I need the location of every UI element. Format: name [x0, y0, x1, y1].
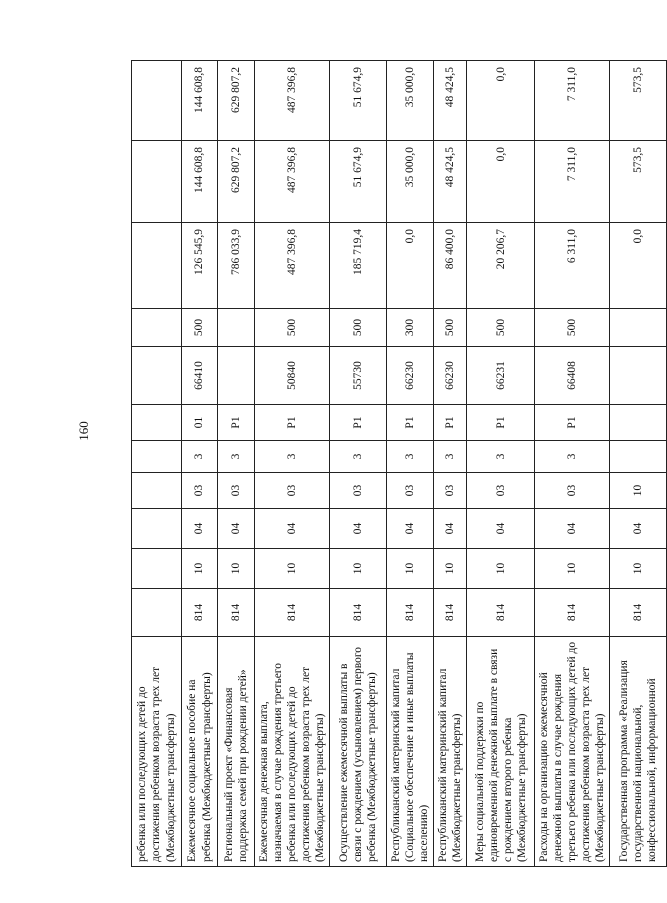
program-code-cell: 10 [610, 473, 667, 509]
row-name-cell: Республиканский материнский капитал (Межбюджетные трансферты) [434, 637, 467, 867]
program-code-cell [132, 473, 182, 509]
subsection-code-cell: 04 [218, 509, 255, 549]
subprogram-code-cell: 3 [434, 441, 467, 473]
subprogram-code-cell: 3 [387, 441, 434, 473]
row-name-cell: Региональный проект «Финансовая поддержка семей при рождении детей» [218, 637, 255, 867]
row-name-cell: ребенка или последующих детей до достижения ребенком возраста трех лет (Межбюджетные трансферты) [132, 637, 182, 867]
table-row [535, 61, 610, 867]
program-code-cell: 03 [535, 473, 610, 509]
amount-cell-3: 51 674,9 [330, 61, 387, 141]
table-row [132, 61, 182, 867]
expense-type-cell: 500 [434, 309, 467, 347]
subsection-code-cell: 04 [467, 509, 535, 549]
amount-cell-3: 0,0 [467, 61, 535, 141]
amount-cell-1: 0,0 [610, 223, 667, 309]
expense-type-cell [610, 309, 667, 347]
expense-type-cell: 500 [182, 309, 218, 347]
direction-code-cell: P1 [218, 405, 255, 441]
amount-cell-1: 6 311,0 [535, 223, 610, 309]
expense-code-cell: 50840 [255, 347, 330, 405]
amount-cell-3: 487 396,8 [255, 61, 330, 141]
row-name-cell: Ежемесячное социальное пособие на ребенка (Межбюджетные трансферты) [182, 637, 218, 867]
expense-code-cell: 66408 [535, 347, 610, 405]
amount-cell-2 [132, 141, 182, 223]
expense-type-cell [132, 309, 182, 347]
amount-cell-3: 48 424,5 [434, 61, 467, 141]
program-code-cell: 03 [255, 473, 330, 509]
section-code-cell: 10 [182, 549, 218, 589]
subsection-code-cell: 04 [434, 509, 467, 549]
direction-code-cell: P1 [434, 405, 467, 441]
subsection-code-cell [132, 509, 182, 549]
amount-cell-3: 7 311,0 [535, 61, 610, 141]
amount-cell-1: 0,0 [387, 223, 434, 309]
subsection-code-cell: 04 [610, 509, 667, 549]
subprogram-code-cell: 3 [255, 441, 330, 473]
direction-code-cell: 01 [182, 405, 218, 441]
subsection-code-cell: 04 [255, 509, 330, 549]
ministry-code-cell [132, 589, 182, 637]
table-row [387, 61, 434, 867]
section-code-cell: 10 [610, 549, 667, 589]
subprogram-code-cell [610, 441, 667, 473]
amount-cell-2: 48 424,5 [434, 141, 467, 223]
amount-cell-1: 786 033,9 [218, 223, 255, 309]
row-name-cell: Расходы на организацию ежемесячной денежной выплаты в случае рождения третьего ребенка или последующих детей до достижения ребенком возраста трех лет (Межбюджетные трансферты) [535, 637, 610, 867]
table-row [610, 61, 667, 867]
amount-cell-3: 144 608,8 [182, 61, 218, 141]
direction-code-cell: P1 [535, 405, 610, 441]
direction-code-cell: P1 [330, 405, 387, 441]
page-number: 160 [76, 421, 91, 441]
subsection-code-cell: 04 [387, 509, 434, 549]
expense-code-cell: 55730 [330, 347, 387, 405]
ministry-code-cell: 814 [182, 589, 218, 637]
expense-type-cell [218, 309, 255, 347]
section-code-cell: 10 [535, 549, 610, 589]
section-code-cell: 10 [434, 549, 467, 589]
amount-cell-1: 20 206,7 [467, 223, 535, 309]
ministry-code-cell: 814 [535, 589, 610, 637]
row-name-cell: Ежемесячная денежная выплата, назначаемая в случае рождения третьего ребенка или последующих детей до достижения ребенком возраста трех лет (Межбюджетные трансферты) [255, 637, 330, 867]
direction-code-cell: P1 [387, 405, 434, 441]
amount-cell-2: 7 311,0 [535, 141, 610, 223]
program-code-cell: 03 [467, 473, 535, 509]
amount-cell-2: 573,5 [610, 141, 667, 223]
row-name-cell: Меры социальной поддержки по единовременной денежной выплате в связи с рождением второго ребенка (Межбюджетные трансферты) [467, 637, 535, 867]
row-name-cell: Государственная программа «Реализация государственной национальной, конфессиональной, информационной [610, 637, 667, 867]
table-row [330, 61, 387, 867]
direction-code-cell: P1 [255, 405, 330, 441]
amount-cell-3: 35 000,0 [387, 61, 434, 141]
section-code-cell: 10 [330, 549, 387, 589]
amount-cell-3: 629 807,2 [218, 61, 255, 141]
amount-cell-2: 0,0 [467, 141, 535, 223]
subsection-code-cell: 04 [330, 509, 387, 549]
expense-type-cell: 500 [330, 309, 387, 347]
expense-code-cell: 66231 [467, 347, 535, 405]
amount-cell-1: 185 719,4 [330, 223, 387, 309]
table-row [255, 61, 330, 867]
table-row [434, 61, 467, 867]
section-code-cell: 10 [387, 549, 434, 589]
amount-cell-2: 144 608,8 [182, 141, 218, 223]
program-code-cell: 03 [330, 473, 387, 509]
expense-code-cell: 66230 [387, 347, 434, 405]
ministry-code-cell: 814 [255, 589, 330, 637]
expense-type-cell: 300 [387, 309, 434, 347]
amount-cell-3: 573,5 [610, 61, 667, 141]
ministry-code-cell: 814 [218, 589, 255, 637]
program-code-cell: 03 [182, 473, 218, 509]
expense-type-cell: 500 [255, 309, 330, 347]
table-row [467, 61, 535, 867]
section-code-cell: 10 [255, 549, 330, 589]
ministry-code-cell: 814 [434, 589, 467, 637]
program-code-cell: 03 [434, 473, 467, 509]
direction-code-cell [132, 405, 182, 441]
ministry-code-cell: 814 [387, 589, 434, 637]
subprogram-code-cell: 3 [330, 441, 387, 473]
amount-cell-1: 487 396,8 [255, 223, 330, 309]
subprogram-code-cell [132, 441, 182, 473]
amount-cell-1: 126 545,9 [182, 223, 218, 309]
section-code-cell [132, 549, 182, 589]
subprogram-code-cell: 3 [218, 441, 255, 473]
ministry-code-cell: 814 [330, 589, 387, 637]
expense-type-cell: 500 [467, 309, 535, 347]
budget-table [131, 60, 667, 867]
amount-cell-1: 86 400,0 [434, 223, 467, 309]
ministry-code-cell: 814 [610, 589, 667, 637]
ministry-code-cell: 814 [467, 589, 535, 637]
subprogram-code-cell: 3 [467, 441, 535, 473]
direction-code-cell: P1 [467, 405, 535, 441]
amount-cell-2: 487 396,8 [255, 141, 330, 223]
table-row [218, 61, 255, 867]
subprogram-code-cell: 3 [535, 441, 610, 473]
expense-code-cell [610, 347, 667, 405]
amount-cell-2: 629 807,2 [218, 141, 255, 223]
row-name-cell: Республиканский материнский капитал (Социальное обеспечение и иные выплаты населению) [387, 637, 434, 867]
expense-code-cell [218, 347, 255, 405]
expense-type-cell: 500 [535, 309, 610, 347]
expense-code-cell: 66410 [182, 347, 218, 405]
program-code-cell: 03 [218, 473, 255, 509]
section-code-cell: 10 [467, 549, 535, 589]
expense-code-cell: 66230 [434, 347, 467, 405]
table-row [182, 61, 218, 867]
section-code-cell: 10 [218, 549, 255, 589]
expense-code-cell [132, 347, 182, 405]
direction-code-cell [610, 405, 667, 441]
subsection-code-cell: 04 [535, 509, 610, 549]
program-code-cell: 03 [387, 473, 434, 509]
subprogram-code-cell: 3 [182, 441, 218, 473]
amount-cell-2: 51 674,9 [330, 141, 387, 223]
subsection-code-cell: 04 [182, 509, 218, 549]
row-name-cell: Осуществление ежемесячной выплаты в связи с рождением (усыновлением) первого ребенка (Межбюджетные трансферты) [330, 637, 387, 867]
amount-cell-2: 35 000,0 [387, 141, 434, 223]
amount-cell-3 [132, 61, 182, 141]
rotated-page-content [131, 61, 659, 867]
amount-cell-1 [132, 223, 182, 309]
